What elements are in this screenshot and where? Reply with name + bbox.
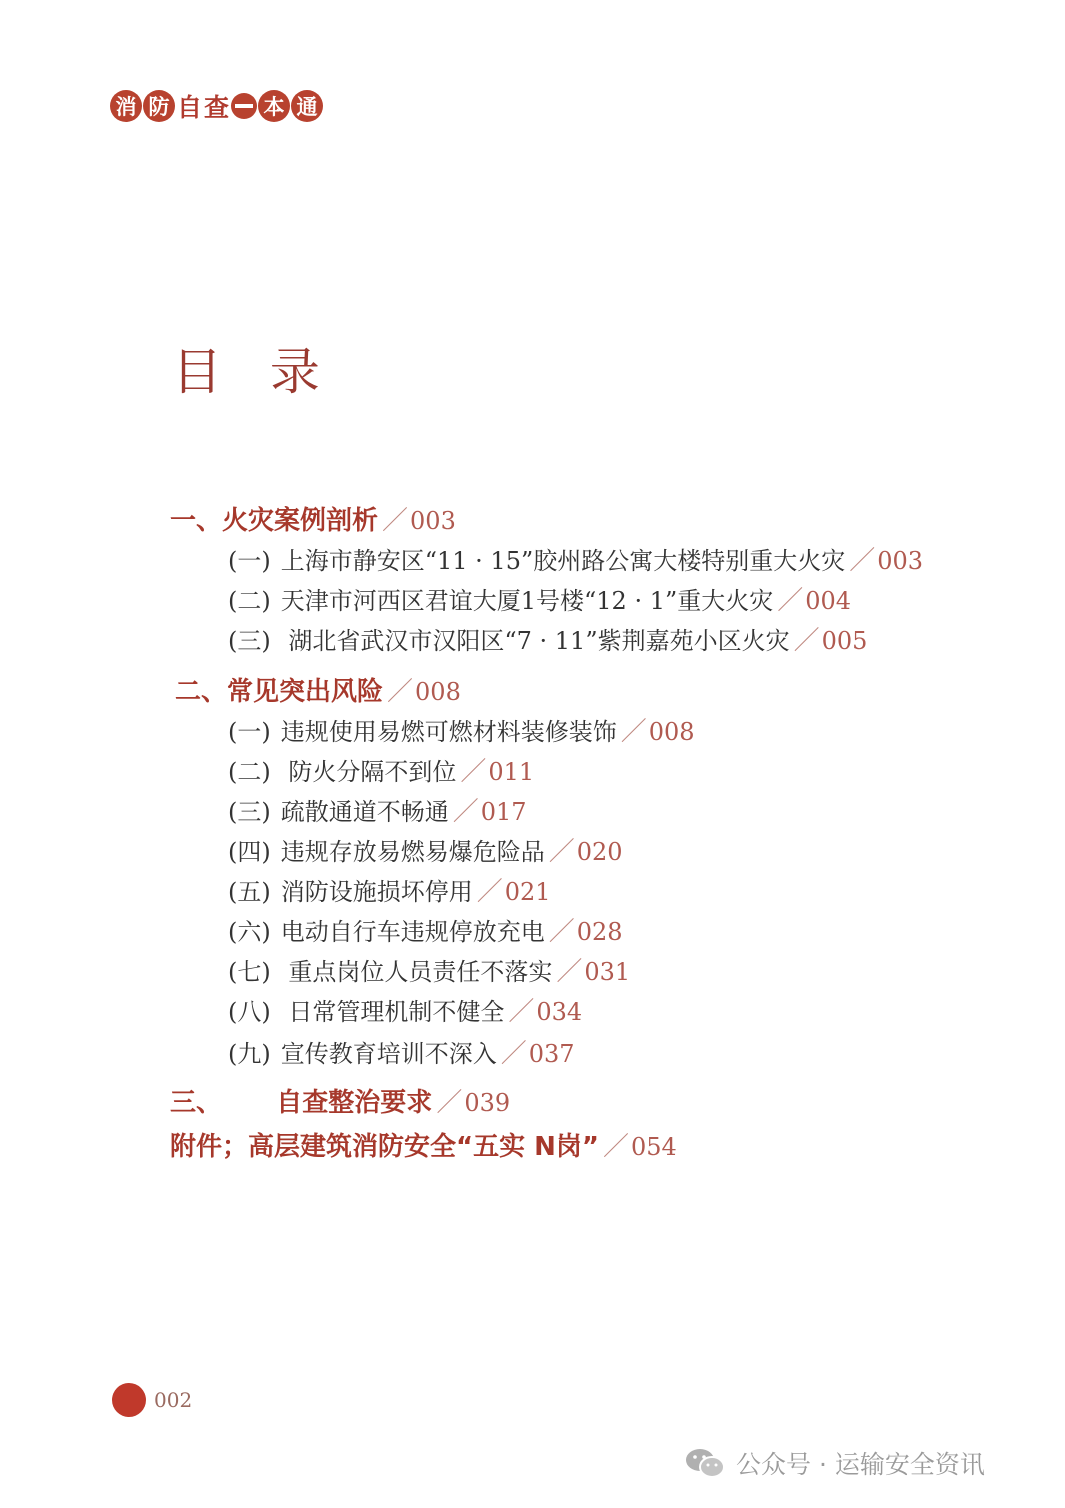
slash-separator: ／ — [387, 677, 414, 707]
item-number: (一) — [228, 718, 271, 746]
item-number: (三) — [228, 798, 271, 826]
item-text: 上海市静安区“11 · 15”胶州路公寓大楼特别重大火灾 — [280, 547, 846, 575]
slash-separator: ／ — [436, 1088, 463, 1118]
toc-title: 目 录 — [172, 343, 336, 401]
toc-item[interactable] — [228, 711, 695, 748]
toc-section-2[interactable] — [175, 671, 461, 708]
slash-separator: ／ — [777, 586, 804, 616]
item-text: 重点岗位人员责任不落实 — [280, 958, 553, 986]
slash-separator: ／ — [548, 837, 575, 867]
toc-item[interactable] — [228, 791, 527, 828]
section-label: 附件；高层建筑消防安全“五实 N岗” — [170, 1132, 599, 1162]
slash-separator: ／ — [849, 546, 876, 576]
book-title-char-yi — [231, 93, 257, 119]
watermark — [684, 1445, 985, 1481]
item-number: (七) — [228, 958, 271, 986]
section-label: 二、常见突出风险 — [175, 677, 384, 707]
item-text: 违规使用易燃可燃材料装修装饰 — [280, 718, 617, 746]
section-label: 一、火灾案例剖析 — [170, 506, 379, 536]
watermark-text: 公众号 · 运输安全资讯 — [736, 1450, 985, 1479]
slash-separator: ／ — [382, 506, 409, 536]
slash-separator: ／ — [508, 997, 535, 1027]
item-number: (三) — [228, 627, 271, 655]
item-text: 天津市河西区君谊大厦1号楼“12 · 1”重大火灾 — [280, 587, 774, 615]
toc-section-3[interactable] — [170, 1082, 510, 1119]
toc-item[interactable] — [228, 991, 582, 1028]
item-number: (四) — [228, 838, 271, 866]
item-number: (六) — [228, 918, 271, 946]
item-page: 004 — [805, 587, 852, 615]
page-marker-dot — [112, 1383, 146, 1417]
item-text: 电动自行车违规停放充电 — [280, 918, 545, 946]
book-title-char: 通 — [291, 90, 323, 122]
toc-item[interactable] — [228, 540, 923, 577]
toc-item[interactable] — [228, 911, 623, 948]
book-title-char: 本 — [258, 90, 290, 122]
section-page: 008 — [415, 678, 461, 706]
item-text: 湖北省武汉市汉阳区“7 · 11”紫荆嘉苑小区火灾 — [280, 627, 790, 655]
item-number: (二) — [228, 587, 271, 615]
toc-appendix[interactable] — [170, 1126, 677, 1163]
section-page: 039 — [464, 1089, 511, 1117]
item-text: 防火分隔不到位 — [280, 758, 457, 786]
item-page: 031 — [584, 958, 631, 986]
slash-separator: ／ — [476, 877, 503, 907]
item-page: 005 — [821, 627, 868, 655]
book-title-char: 防 — [143, 90, 175, 122]
item-page: 003 — [877, 547, 924, 575]
item-number: (五) — [228, 878, 271, 906]
section-page: 054 — [631, 1133, 677, 1161]
toc-item[interactable] — [228, 871, 551, 908]
slash-separator: ／ — [620, 717, 647, 747]
toc-item[interactable] — [228, 580, 851, 617]
page-number: 002 — [154, 1388, 193, 1412]
item-page: 034 — [536, 998, 583, 1026]
toc-item[interactable] — [228, 951, 630, 988]
toc-item[interactable] — [228, 1033, 575, 1070]
slash-separator: ／ — [452, 797, 479, 827]
item-text: 违规存放易燃易爆危险品 — [280, 838, 545, 866]
slash-separator: ／ — [603, 1132, 630, 1162]
item-page: 028 — [576, 918, 623, 946]
item-page: 020 — [576, 838, 623, 866]
slash-separator: ／ — [556, 957, 583, 987]
item-text: 消防设施损坏停用 — [280, 878, 473, 906]
slash-separator: ／ — [548, 917, 575, 947]
section-page: 003 — [410, 507, 456, 535]
book-title-char: 消 — [110, 90, 142, 122]
slash-separator: ／ — [500, 1039, 527, 1069]
slash-separator: ／ — [460, 757, 487, 787]
item-number: (九) — [228, 1040, 271, 1068]
section-label: 三、 自查整治要求 — [170, 1088, 433, 1118]
toc-item[interactable] — [228, 620, 867, 657]
item-text: 宣传教育培训不深入 — [280, 1040, 497, 1068]
book-title — [110, 88, 324, 124]
wechat-icon — [684, 1446, 726, 1480]
item-page: 037 — [528, 1040, 575, 1068]
item-text: 日常管理机制不健全 — [280, 998, 505, 1026]
book-title-char: 自 — [177, 93, 203, 122]
toc-item[interactable] — [228, 831, 623, 868]
item-number: (一) — [228, 547, 271, 575]
toc-section-1[interactable] — [170, 500, 456, 537]
book-title-char: 查 — [204, 93, 230, 122]
item-number: (八) — [228, 998, 271, 1026]
item-page: 008 — [648, 718, 695, 746]
item-page: 017 — [480, 798, 527, 826]
item-page: 021 — [504, 878, 551, 906]
toc-item[interactable] — [228, 751, 534, 788]
item-page: 011 — [488, 758, 535, 786]
slash-separator: ／ — [793, 626, 820, 656]
item-text: 疏散通道不畅通 — [280, 798, 449, 826]
item-number: (二) — [228, 758, 271, 786]
